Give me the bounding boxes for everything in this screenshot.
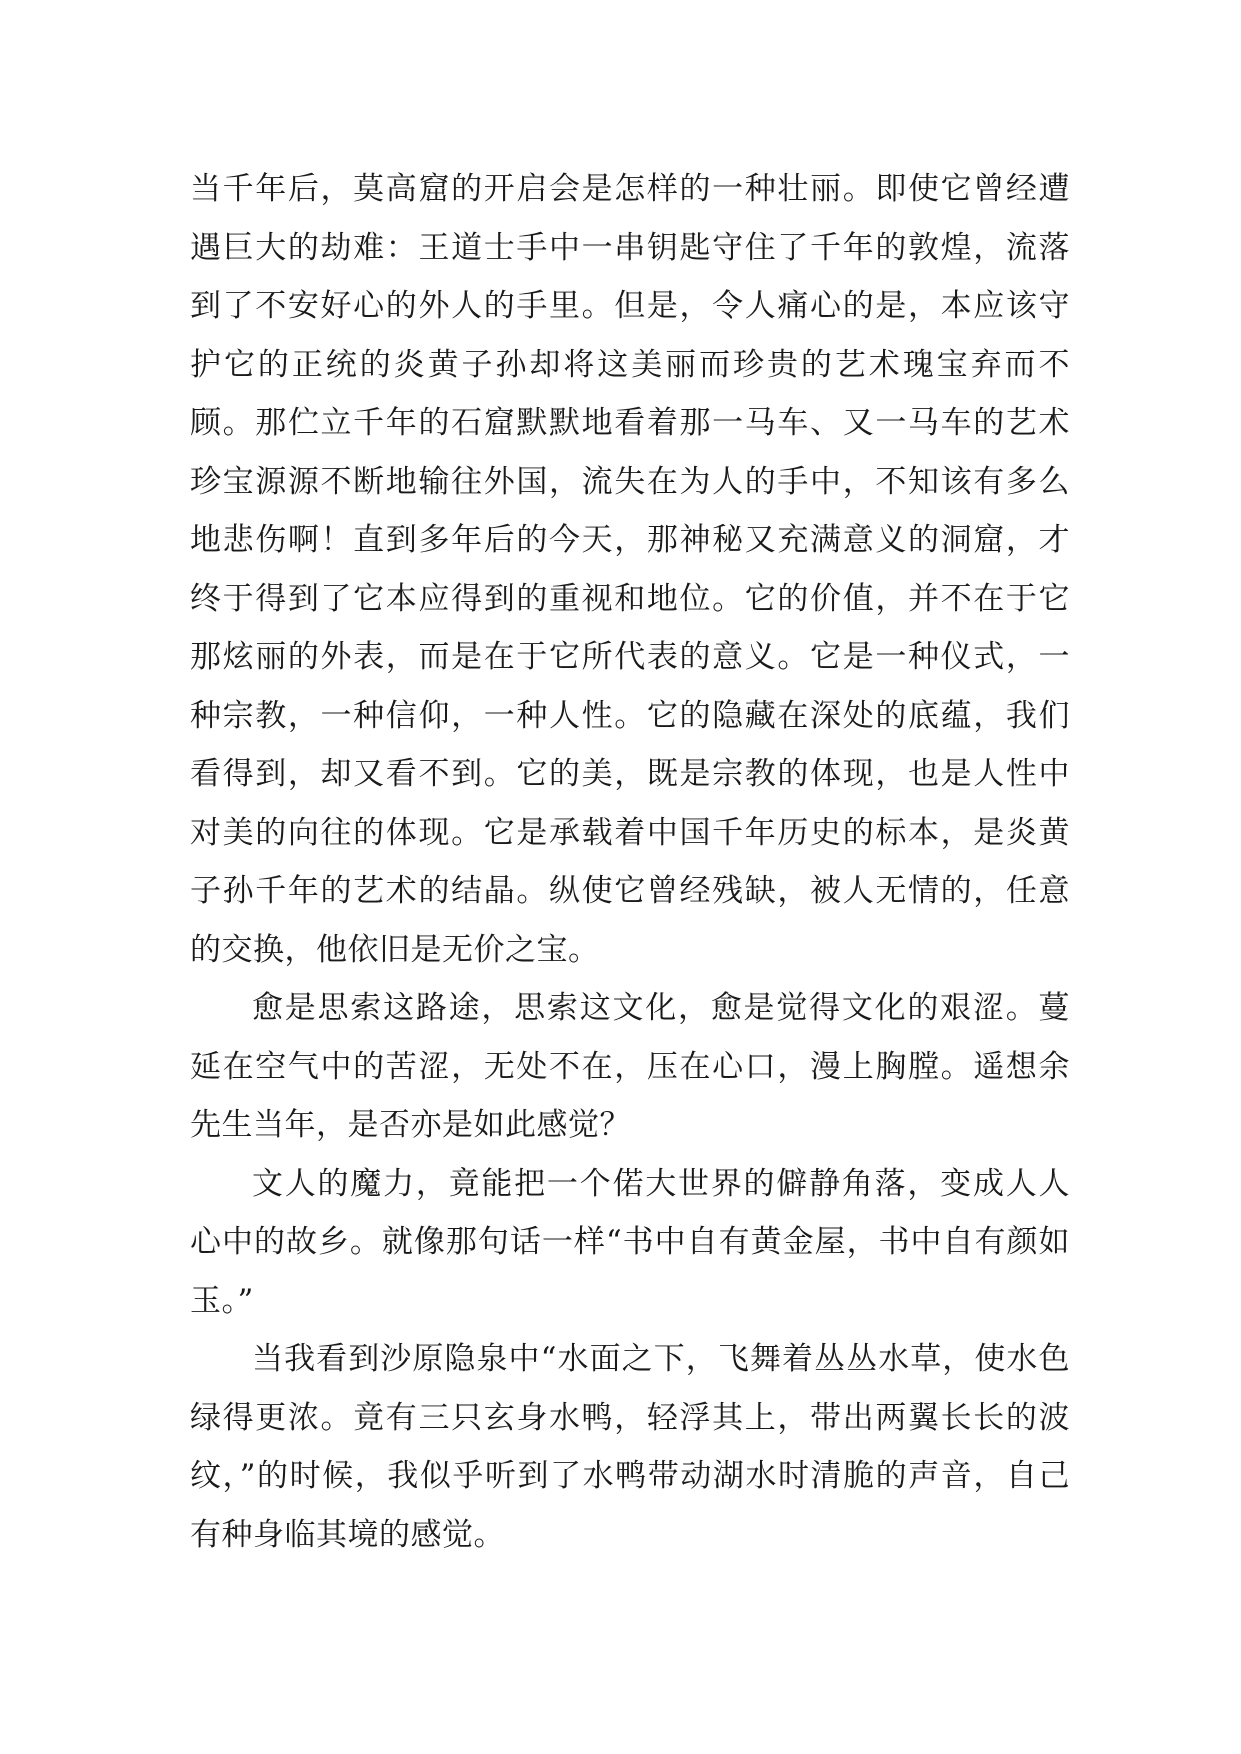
paragraph-4: 当我看到沙原隐泉中“水面之下，飞舞着丛丛水草，使水色绿得更浓。竟有三只玄身水鸭，轻浮其上，带出两翼长长的波纹，”的时候，我似乎听到了水鸭带动湖水时清脆的声音，自己有种身临其境的感觉。 xyxy=(190,1341,1070,1553)
paragraph-2: 愈是思索这路途，思索这文化，愈是觉得文化的艰涩。蔓延在空气中的苦涩，无处不在，压在心口，漫上胸膛。遥想余先生当年，是否亦是如此感觉？ xyxy=(190,990,1070,1143)
paragraph-3: 文人的魔力，竟能把一个偌大世界的僻静角落，变成人人心中的故乡。就像那句话一样“书中自有黄金屋，书中自有颜如玉。” xyxy=(190,1165,1070,1319)
document-body xyxy=(190,160,1070,1564)
paragraph-1: 当千年后，莫高窟的开启会是怎样的一种壮丽。即使它曾经遭遇巨大的劫难：王道士手中一串钥匙守住了千年的敦煌，流落到了不安好心的外人的手里。但是，令人痛心的是，本应该守护它的正统的炎黄子孙却将这美丽而珍贵的艺术瑰宝弃而不顾。那伫立千年的石窟默默地看着那一马车、又一马车的艺术珍宝源源不断地输往外国，流失在为人的手中，不知该有多么地悲伤啊！直到多年后的今天，那神秘又充满意义的洞窟，才终于得到了它本应得到的重视和地位。它的价值，并不在于它那炫丽的外表，而是在于它所代表的意义。它是一种仪式，一种宗教，一种信仰，一种人性。它的隐藏在深处的底蕴，我们看得到，却又看不到。它的美，既是宗教的体现，也是人性中对美的向往的体现。它是承载着中国千年历史的标本，是炎黄子孙千年的艺术的结晶。纵使它曾经残缺，被人无情的，任意的交换，他依旧是无价之宝。 xyxy=(190,171,1070,968)
